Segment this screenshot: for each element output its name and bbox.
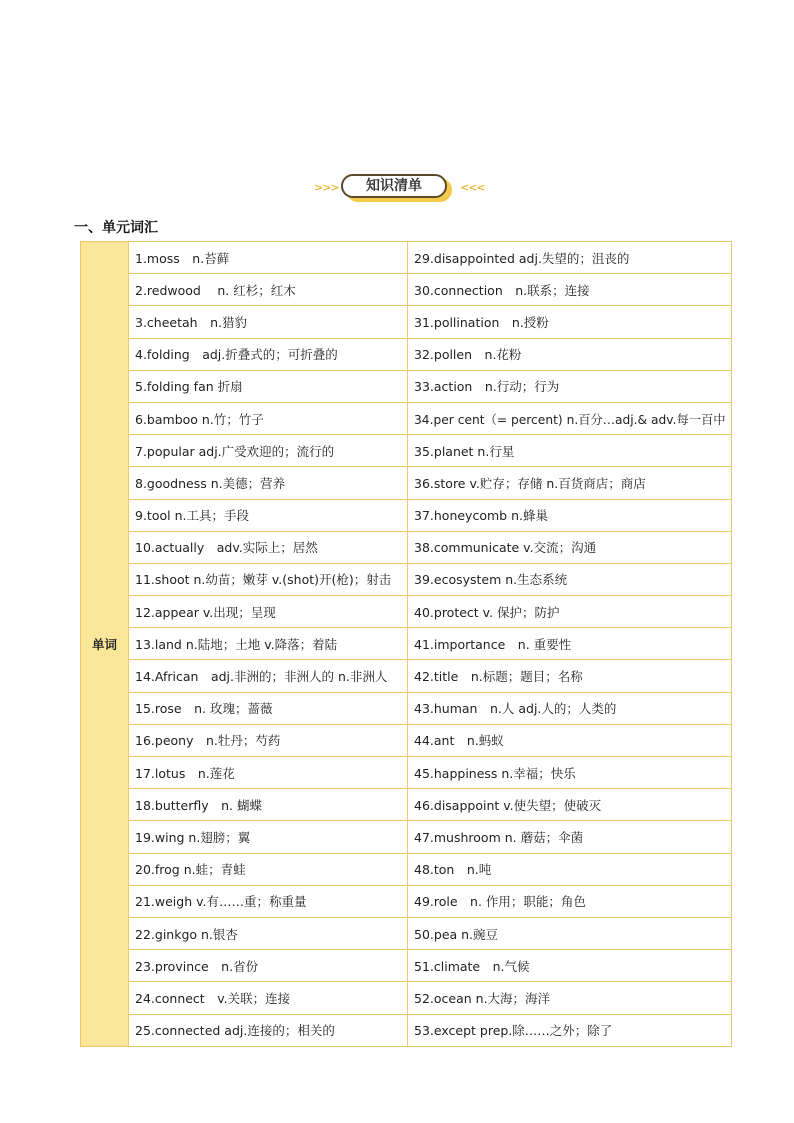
category-cell: 单词: [81, 242, 129, 1047]
right-arrows-decoration: <<<: [460, 181, 485, 194]
vocab-entry-left: 9.tool n.工具；手段: [129, 499, 408, 531]
vocab-entry-left: 25.connected adj.连接的；相关的: [129, 1014, 408, 1046]
vocab-entry-right: 39.ecosystem n.生态系统: [408, 563, 732, 595]
vocab-entry-left: 8.goodness n.美德；营养: [129, 467, 408, 499]
vocab-entry-right: 35.planet n.行星: [408, 435, 732, 467]
vocab-entry-left: 7.popular adj.广受欢迎的；流行的: [129, 435, 408, 467]
vocab-entry-left: 11.shoot n.幼苗；嫩芽 v.(shot)开(枪)；射击: [129, 563, 408, 595]
table-row: [81, 885, 732, 917]
table-row: [81, 724, 732, 756]
vocab-entry-right: 52.ocean n.大海；海洋: [408, 982, 732, 1014]
vocab-entry-right: 48.ton n.吨: [408, 853, 732, 885]
vocab-entry-left: 15.rose n. 玫瑰；蔷薇: [129, 692, 408, 724]
table-row: [81, 789, 732, 821]
table-row: [81, 917, 732, 949]
table-row: [81, 692, 732, 724]
section-banner: [0, 172, 794, 204]
vocab-entry-right: 47.mushroom n. 蘑菇；伞菌: [408, 821, 732, 853]
vocab-entry-right: 32.pollen n.花粉: [408, 338, 732, 370]
table-row: [81, 950, 732, 982]
table-row: [81, 757, 732, 789]
vocab-entry-right: 49.role n. 作用；职能；角色: [408, 885, 732, 917]
vocab-entry-right: 46.disappoint v.使失望；使破灭: [408, 789, 732, 821]
table-row: [81, 596, 732, 628]
vocab-entry-left: 20.frog n.蛙；青蛙: [129, 853, 408, 885]
vocab-entry-left: 23.province n.省份: [129, 950, 408, 982]
table-row: [81, 402, 732, 434]
vocabulary-table: [80, 241, 732, 1047]
vocab-entry-left: 24.connect v.关联；连接: [129, 982, 408, 1014]
table-row: [81, 306, 732, 338]
vocab-entry-right: 51.climate n.气候: [408, 950, 732, 982]
vocab-entry-left: 2.redwood n. 红杉；红木: [129, 274, 408, 306]
table-row: [81, 274, 732, 306]
vocab-entry-left: 18.butterfly n. 蝴蝶: [129, 789, 408, 821]
vocab-entry-right: 42.title n.标题；题目；名称: [408, 660, 732, 692]
table-row: [81, 982, 732, 1014]
table-row: [81, 499, 732, 531]
table-row: [81, 821, 732, 853]
vocab-entry-left: 16.peony n.牡丹；芍药: [129, 724, 408, 756]
table-row: [81, 1014, 732, 1046]
vocab-entry-left: 1.moss n.苔藓: [129, 242, 408, 274]
vocab-entry-right: 38.communicate v.交流；沟通: [408, 531, 732, 563]
vocab-entry-left: 10.actually adv.实际上；居然: [129, 531, 408, 563]
table-row: [81, 563, 732, 595]
vocab-entry-left: 13.land n.陆地；土地 v.降落；着陆: [129, 628, 408, 660]
table-row: [81, 435, 732, 467]
vocab-entry-right: 53.except prep.除……之外；除了: [408, 1014, 732, 1046]
table-row: [81, 338, 732, 370]
table-row: [81, 628, 732, 660]
table-row: [81, 853, 732, 885]
vocab-entry-right: 50.pea n.豌豆: [408, 917, 732, 949]
table-row: [81, 467, 732, 499]
vocab-entry-left: 21.weigh v.有……重；称重量: [129, 885, 408, 917]
vocab-entry-right: 43.human n.人 adj.人的；人类的: [408, 692, 732, 724]
banner-title: 知识清单: [341, 174, 447, 198]
table-row: [81, 242, 732, 274]
vocab-entry-right: 45.happiness n.幸福；快乐: [408, 757, 732, 789]
vocab-entry-right: 36.store v.贮存；存储 n.百货商店；商店: [408, 467, 732, 499]
vocab-entry-right: 37.honeycomb n.蜂巢: [408, 499, 732, 531]
vocab-entry-left: 6.bamboo n.竹；竹子: [129, 402, 408, 434]
table-row: [81, 531, 732, 563]
vocab-entry-right: 41.importance n. 重要性: [408, 628, 732, 660]
left-arrows-decoration: >>>: [314, 181, 339, 194]
vocab-entry-right: 34.per cent（= percent) n.百分…adj.& adv.每一百中: [408, 402, 732, 434]
vocab-entry-right: 33.action n.行动；行为: [408, 370, 732, 402]
vocab-entry-left: 4.folding adj.折叠式的；可折叠的: [129, 338, 408, 370]
vocab-entry-left: 22.ginkgo n.银杏: [129, 917, 408, 949]
section-heading: 一、单元词汇: [74, 220, 158, 236]
vocab-entry-left: 5.folding fan 折扇: [129, 370, 408, 402]
vocab-entry-right: 31.pollination n.授粉: [408, 306, 732, 338]
vocab-entry-right: 40.protect v. 保护；防护: [408, 596, 732, 628]
vocab-entry-right: 44.ant n.蚂蚁: [408, 724, 732, 756]
table-row: [81, 660, 732, 692]
vocab-entry-left: 3.cheetah n.猎豹: [129, 306, 408, 338]
vocab-entry-left: 14.African adj.非洲的；非洲人的 n.非洲人: [129, 660, 408, 692]
vocab-entry-left: 19.wing n.翅膀；翼: [129, 821, 408, 853]
vocab-entry-left: 17.lotus n.莲花: [129, 757, 408, 789]
vocab-entry-left: 12.appear v.出现；呈现: [129, 596, 408, 628]
vocab-entry-right: 29.disappointed adj.失望的；沮丧的: [408, 242, 732, 274]
table-row: [81, 370, 732, 402]
vocab-entry-right: 30.connection n.联系；连接: [408, 274, 732, 306]
